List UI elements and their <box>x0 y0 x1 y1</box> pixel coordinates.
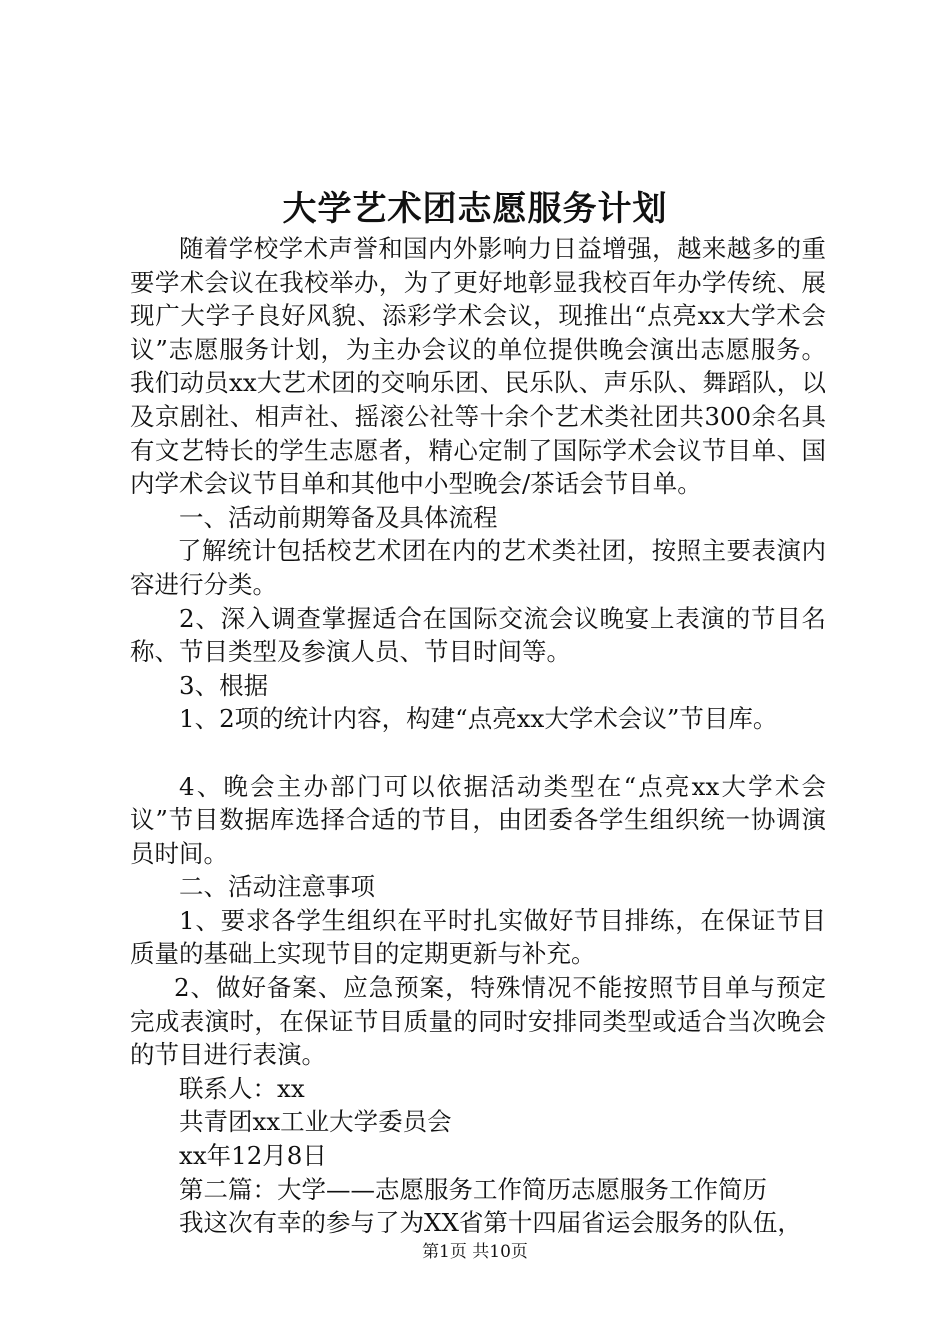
paragraph-step-3-content: 1、2项的统计内容，构建“点亮xx大学术会议”节目库。 <box>179 704 778 734</box>
page-footer: 第1页 共10页 <box>422 1242 528 1262</box>
document-body <box>130 232 826 1240</box>
contact-person: 联系人：xx <box>179 1073 305 1103</box>
paragraph-step-3: 3、根据 <box>179 670 269 700</box>
paragraph-note-1: 1、要求各学生组织在平时扎实做好节目排练，在保证节目质量的基础上实现节目的定期更新与补充。 <box>130 905 826 969</box>
second-article-heading: 第二篇：大学——志愿服务工作简历志愿服务工作简历 <box>179 1174 767 1204</box>
document-title: 大学艺术团志愿服务计划 <box>282 189 668 229</box>
paragraph-step-1: 了解统计包括校艺术团在内的艺术类社团，按照主要表演内容进行分类。 <box>130 536 826 599</box>
paragraph-note-2: 2、做好备案、应急预案，特殊情况不能按照节目单与预定完成表演时，在保证节目质量的同时安排同类型或适合当次晚会的节目进行表演。 <box>130 973 826 1070</box>
section-heading-2: 二、活动注意事项 <box>179 872 375 902</box>
blank-line <box>130 736 826 770</box>
paragraph-intro: 随着学校学术声誉和国内外影响力日益增强，越来越多的重要学术会议在我校举办，为了更好地彰显我校百年办学传统、展现广大学子良好风貌、添彩学术会议，现推出“点亮xx大学术会议”志愿服务计划，为主办会议的单位提供晚会演出志愿服务。我们动员xx大艺术团的交响乐团、民乐队、声乐队、舞蹈队，以及京剧社、相声社、摇滚公社等十余个艺术类社团共300余名具有文艺特长的学生志愿者，精心定制了国际学术会议节目单、国内学术会议节目单和其他中小型晚会/茶话会节目单。 <box>130 234 826 499</box>
document-date: xx年12月8日 <box>179 1141 327 1171</box>
paragraph-step-4: 4、晚会主办部门可以依据活动类型在“点亮xx大学术会议”节目数据库选择合适的节目，由团委各学生组织统一协调演员时间。 <box>130 771 826 868</box>
paragraph-second-article: 我这次有幸的参与了为XX省第十四届省运会服务的队伍， <box>179 1208 802 1238</box>
section-heading-1: 一、活动前期筹备及具体流程 <box>179 502 498 532</box>
organization-name: 共青团xx工业大学委员会 <box>179 1107 452 1137</box>
paragraph-step-2: 2、深入调查掌握适合在国际交流会议晚宴上表演的节目名称、节目类型及参演人员、节目时间等。 <box>130 603 826 667</box>
